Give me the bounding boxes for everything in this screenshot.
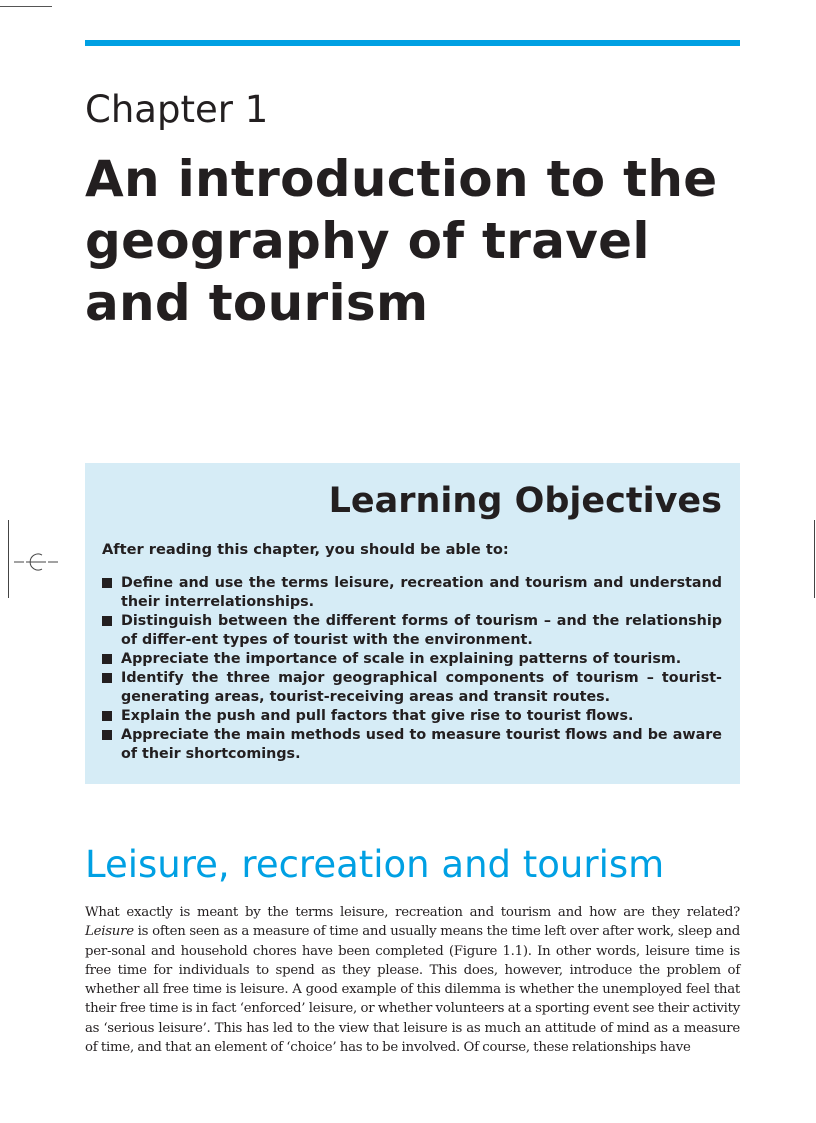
chapter-title: An introduction to the geography of travel and tourism xyxy=(85,150,718,332)
objective-text: Explain the push and pull factors that give rise to tourist flows. xyxy=(121,708,634,724)
objective-item xyxy=(102,650,722,669)
objective-item xyxy=(102,612,722,650)
objectives-title: Learning Objectives xyxy=(328,481,722,521)
square-bullet-icon xyxy=(102,616,112,626)
objective-text: Appreciate the importance of scale in explaining patterns of tourism. xyxy=(121,651,682,667)
learning-objectives-box xyxy=(85,463,740,784)
margin-mark-left xyxy=(8,520,9,598)
paragraph-text: is often seen as a measure of time and usually means the time left over after work, sleep and per-sonal and household chores have been completed (Figure 1.1). In other words, leisure time is free time for individuals to spend as they please. This does, however, introduce the problem of whether all free time is leisure. A good example of this dilemma is whether the unemployed feel that their free time is in fact ‘enforced’ leisure, or whether volunteers at a sporting event see their activity as ‘serious leisure’. This has led to the view that leisure is as much an attitude of mind as a measure of time, and that an element of ‘choice’ has to be involved. Of course, these relationships have xyxy=(85,924,740,1056)
objectives-intro: After reading this chapter, you should be able to: xyxy=(102,541,509,558)
objectives-list xyxy=(102,574,722,764)
chapter-top-rule xyxy=(85,40,740,46)
square-bullet-icon xyxy=(102,730,112,740)
square-bullet-icon xyxy=(102,673,112,683)
objective-text: Identify the three major geographical components of tourism – tourist-generating areas, tourist-receiving areas and transit routes. xyxy=(121,670,722,705)
objective-item xyxy=(102,707,722,726)
objective-item xyxy=(102,669,722,707)
crop-mark xyxy=(0,6,52,7)
margin-mark-right xyxy=(814,520,815,598)
section-heading: Leisure, recreation and tourism xyxy=(85,843,665,886)
body-paragraph xyxy=(85,903,740,1057)
term-leisure: Leisure xyxy=(85,924,134,940)
objective-item xyxy=(102,574,722,612)
objective-text: Distinguish between the different forms of tourism – and the relationship of differ-ent types of tourist with the environment. xyxy=(121,613,722,648)
registration-mark-icon xyxy=(14,551,58,573)
objective-text: Define and use the terms leisure, recreation and tourism and understand their interrelationships. xyxy=(121,575,722,610)
chapter-number: Chapter 1 xyxy=(85,88,269,131)
square-bullet-icon xyxy=(102,654,112,664)
square-bullet-icon xyxy=(102,578,112,588)
objective-item xyxy=(102,726,722,764)
square-bullet-icon xyxy=(102,711,112,721)
paragraph-text: What exactly is meant by the terms leisure, recreation and tourism and how are they related? xyxy=(85,905,740,920)
objective-text: Appreciate the main methods used to measure tourist flows and be aware of their shortcomings. xyxy=(121,727,722,762)
